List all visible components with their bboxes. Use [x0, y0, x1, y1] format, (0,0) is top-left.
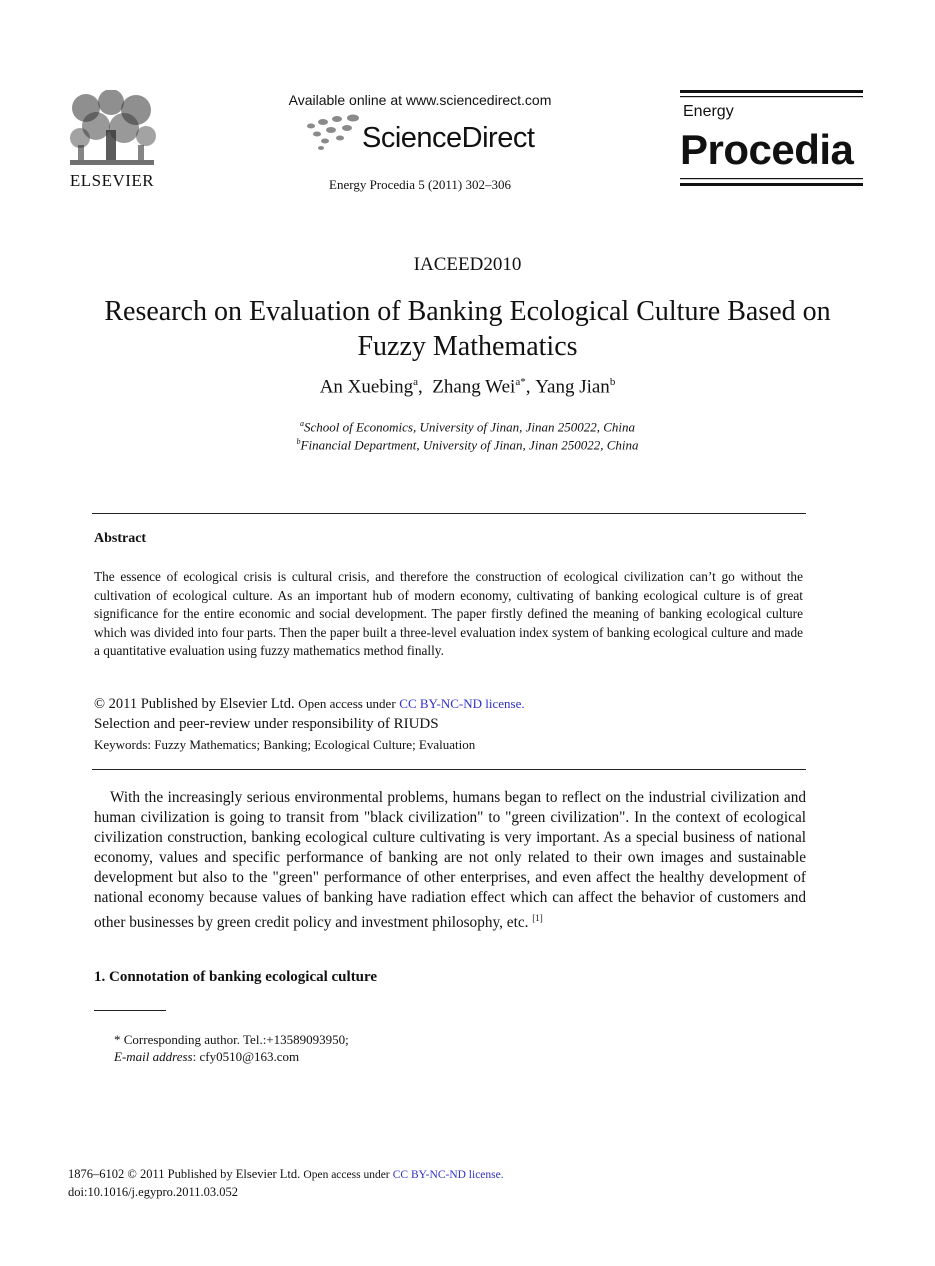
email-address[interactable]: : cfy0510@163.com: [192, 1049, 300, 1064]
section-heading: 1. Connotation of banking ecological culture: [94, 969, 378, 985]
abstract-heading: Abstract: [94, 531, 147, 546]
journal-name-small: Energy: [683, 103, 734, 120]
citation-ref[interactable]: [1]: [532, 913, 543, 923]
author-sup: a*: [515, 376, 526, 388]
footer-issn: 1876–6102 © 2011 Published by Elsevier Ltd.: [68, 1167, 301, 1181]
footer-issn-line: [68, 1167, 504, 1182]
abstract-top-rule: [92, 513, 806, 514]
keywords-text: Fuzzy Mathematics; Banking; Ecological Culture; Evaluation: [154, 737, 476, 752]
selection-statement: Selection and peer-review under responsibility of RIUDS: [94, 716, 439, 732]
conference-name: IACEED2010: [413, 254, 522, 275]
elsevier-tree-logo: [66, 90, 158, 168]
author-name: An Xuebing: [319, 376, 414, 398]
abstract-bottom-rule: [92, 769, 806, 770]
procedia-rule-bottom: [680, 176, 863, 188]
author-list: An Xuebing$^a$, Zhang Wei$^{a*}$, Yang Jian$^b$: [319, 376, 616, 398]
procedia-rule-top: [680, 90, 863, 102]
footnote-rule: [94, 1010, 166, 1011]
affiliation-text: Financial Department, University of Jinan, Jinan 250022, China: [300, 437, 639, 453]
abstract-text: The essence of ecological crisis is cultural crisis, and therefore the construction of ecological civilization can’t go without the cultivation of ecological culture. As an important hub of modern economy, cultivating of banking ecological culture is of great significance for the entire economic and social development. The paper firstly defined the meaning of banking ecological culture which was divided into four parts. Then the paper built a three-level evaluation index system of banking ecological culture and made a quantitative evaluation using fuzzy mathematics method finally.: [94, 569, 803, 658]
paper-title: Research on Evaluation of Banking Ecological Culture Based on Fuzzy Mathematics: [104, 296, 831, 362]
sciencedirect-logo: ScienceDirect: [362, 122, 535, 154]
author-name: Zhang Wei: [432, 376, 516, 398]
sciencedirect-dots-icon: [303, 114, 365, 152]
license-link[interactable]: CC BY-NC-ND license.: [399, 696, 525, 711]
footer-open-access: Open access under: [303, 1169, 390, 1181]
affiliation-sup: b: [296, 437, 301, 446]
intro-paragraph: [94, 788, 806, 933]
copyright-text: © 2011 Published by Elsevier Ltd.: [94, 696, 295, 712]
affiliation: [0, 437, 935, 453]
keywords-label: Keywords:: [94, 737, 152, 752]
author-name: Yang Jian: [535, 376, 610, 398]
email-label: E-mail address: [114, 1049, 193, 1064]
available-online-text[interactable]: Available online at www.sciencedirect.com: [288, 92, 552, 108]
footer-license-link[interactable]: CC BY-NC-ND license.: [392, 1169, 504, 1181]
keywords-line: [94, 737, 475, 753]
affiliation-sup: a: [299, 419, 304, 428]
author-sup: b: [609, 376, 616, 388]
copyright-line: [94, 696, 525, 713]
email-note: [114, 1049, 299, 1065]
open-access-text: Open access under: [298, 696, 396, 711]
author-sup: a: [413, 376, 418, 388]
journal-citation: Energy Procedia 5 (2011) 302–306: [329, 177, 511, 192]
affiliation-text: School of Economics, University of Jinan, Jinan 250022, China: [303, 419, 636, 435]
corresponding-author-note: * Corresponding author. Tel.:+13589093950;: [114, 1032, 349, 1047]
footer-doi[interactable]: doi:10.1016/j.egypro.2011.03.052: [68, 1185, 239, 1199]
journal-name-large: Procedia: [680, 126, 854, 173]
intro-text: With the increasingly serious environmental problems, humans began to reflect on the industrial civilization and human civilization is going to transit from "black civilization" to "green civilization". In the context of ecological civilization construction, banking ecological culture cultivating is very important. As a special business of national economy, values and specific performance of banking are not only related to their own images and sustainable development but also to the "green" performance of other enterprises, and even affect the healthy development of national economy because values of banking have radiation effect which can affect the behavior of customers and other businesses by green credit policy and investment philosophy, etc.: [94, 789, 806, 932]
elsevier-wordmark: ELSEVIER: [69, 171, 155, 190]
affiliation: [0, 419, 935, 435]
